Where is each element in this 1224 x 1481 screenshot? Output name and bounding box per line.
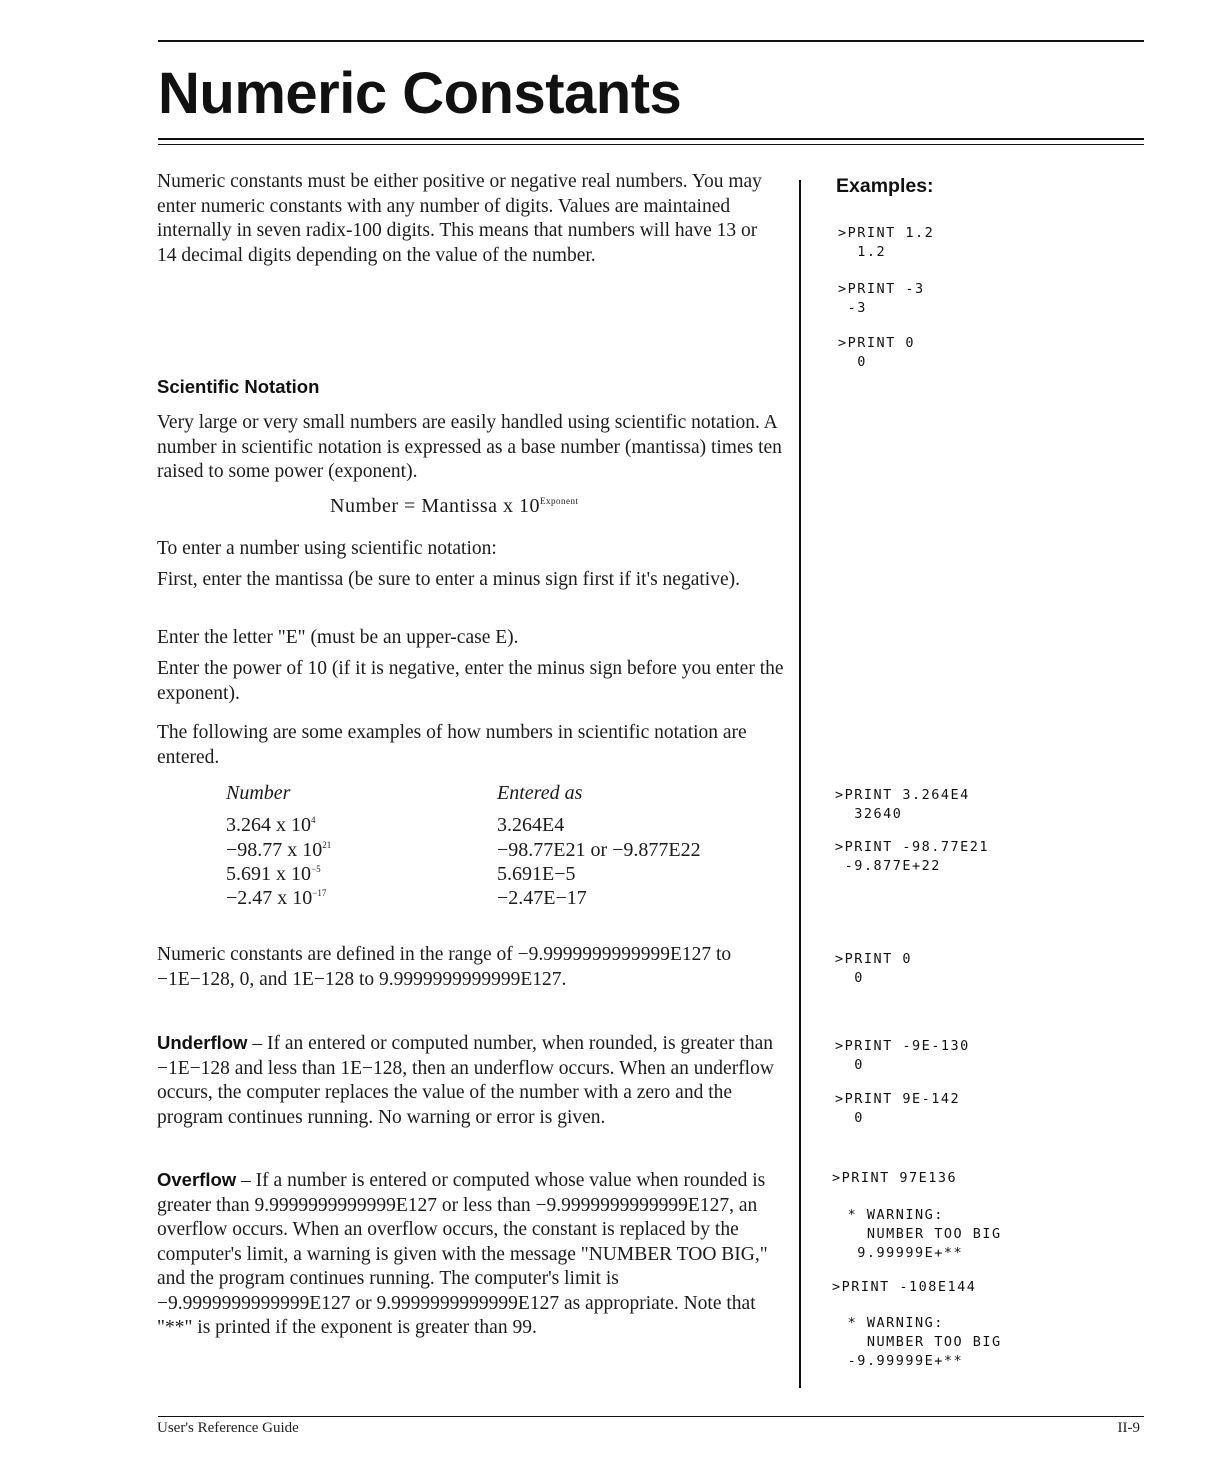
table-row: [226, 863, 321, 886]
row-mantissa: −98.77 x 10: [226, 839, 323, 861]
scientific-notation-heading: Scientific Notation: [157, 376, 320, 397]
example-print-9877e21: >PRINT -98.77E21 -9.877E+22: [835, 839, 990, 874]
row-entered: −2.47E−17: [497, 887, 587, 909]
page-title: Numeric Constants: [158, 61, 682, 126]
example-warning-1: * WARNING: NUMBER TOO BIG 9.99999E+**: [847, 1207, 1002, 1261]
title-rule-lower: [158, 144, 1144, 145]
top-rule: [158, 40, 1144, 42]
intro-paragraph: Numeric constants must be either positive or negative real numbers. You may enter numeric constants with any number of digits. Values are maintained internally in seven radix-100 digits. This means that numbers will have 13 or 14 decimal digits depending on the value of the number.: [157, 171, 762, 266]
row-entered: 5.691E−5: [497, 863, 576, 885]
row-exponent: −5: [311, 864, 321, 874]
example-warning-2: * WARNING: NUMBER TOO BIG -9.99999E+**: [847, 1315, 1002, 1369]
step-1: First, enter the mantissa (be sure to enter a minus sign first if it's negative).: [157, 569, 740, 590]
step-2: Enter the letter "E" (must be an upper-case E).: [157, 627, 519, 648]
table-header-entered: Entered as: [497, 782, 583, 804]
example-print-minus-3: >PRINT -3 -3: [838, 281, 925, 316]
overflow-text: – If a number is entered or computed whose value when rounded is greater than 9.9999999999999E127 or less than −9.9999999999999E127, an overflow occurs. When an overflow occurs, the constant is replaced by the computer's limit, a warning is given with the message "NUMBER TOO BIG," and the program continues running. The computer's limit is −9.9999999999999E127 or 9.9999999999999E127 as appropriate. Note that "**" is printed if the exponent is greater than 99.: [157, 1170, 768, 1338]
overflow-paragraph: [157, 1168, 782, 1341]
row-exponent: 4: [311, 815, 316, 825]
row-entered: 3.264E4: [497, 814, 565, 836]
row-entered: −98.77E21 or −9.877E22: [497, 839, 701, 861]
column-divider: [799, 180, 801, 1388]
examples-heading: Examples:: [836, 175, 934, 197]
row-mantissa: 3.264 x 10: [226, 814, 311, 836]
table-row: [226, 814, 316, 837]
table-row: [226, 839, 331, 862]
row-mantissa: 5.691 x 10: [226, 863, 311, 885]
page-number: II-9: [1117, 1420, 1140, 1436]
scientific-paragraph: Very large or very small numbers are easily handled using scientific notation. A number in scientific notation is expressed as a base number (mantissa) times ten raised to some power (exponent).: [157, 412, 782, 482]
scientific-formula: [330, 495, 579, 518]
example-print-9e-142: >PRINT 9E-142 0: [835, 1091, 961, 1126]
title-rule-upper: [158, 138, 1144, 140]
enter-intro: To enter a number using scientific notation:: [157, 538, 497, 559]
overflow-label: Overflow: [157, 1169, 237, 1190]
step-3: Enter the power of 10 (if it is negative, enter the minus sign before you enter the exponent).: [157, 658, 784, 704]
example-print-3264e4: >PRINT 3.264E4 32640: [835, 787, 970, 822]
example-print-1-2: >PRINT 1.2 1.2: [838, 225, 935, 260]
formula-base: Number = Mantissa x 10: [330, 495, 541, 517]
example-print-9e-130: >PRINT -9E-130 0: [835, 1038, 970, 1073]
table-header-number: Number: [226, 782, 291, 804]
row-mantissa: −2.47 x 10: [226, 887, 313, 909]
range-paragraph: Numeric constants are defined in the range of −9.9999999999999E127 to −1E−128, 0, and 1E−128 to 9.9999999999999E127.: [157, 944, 732, 990]
footer-rule: [158, 1416, 1144, 1417]
examples-intro: The following are some examples of how numbers in scientific notation are entered.: [157, 722, 747, 768]
example-print-97e136: >PRINT 97E136: [832, 1170, 958, 1186]
row-exponent: −17: [312, 888, 327, 898]
example-print-0-range: >PRINT 0 0: [835, 951, 913, 986]
formula-exponent: Exponent: [540, 496, 579, 506]
example-print-0: >PRINT 0 0: [838, 335, 916, 370]
footer-guide-title: User's Reference Guide: [157, 1420, 299, 1436]
row-exponent: 21: [322, 840, 332, 850]
example-print-108e144: >PRINT -108E144: [832, 1279, 977, 1295]
underflow-label: Underflow: [157, 1032, 248, 1053]
table-row: [226, 887, 326, 910]
underflow-paragraph: [157, 1031, 782, 1130]
underflow-text: – If an entered or computed number, when rounded, is greater than −1E−128 and less than 1E−128, then an underflow occurs. When an underflow occurs, the computer replaces the value of the number with a zero and the program continues running. No warning or error is given.: [157, 1033, 774, 1128]
